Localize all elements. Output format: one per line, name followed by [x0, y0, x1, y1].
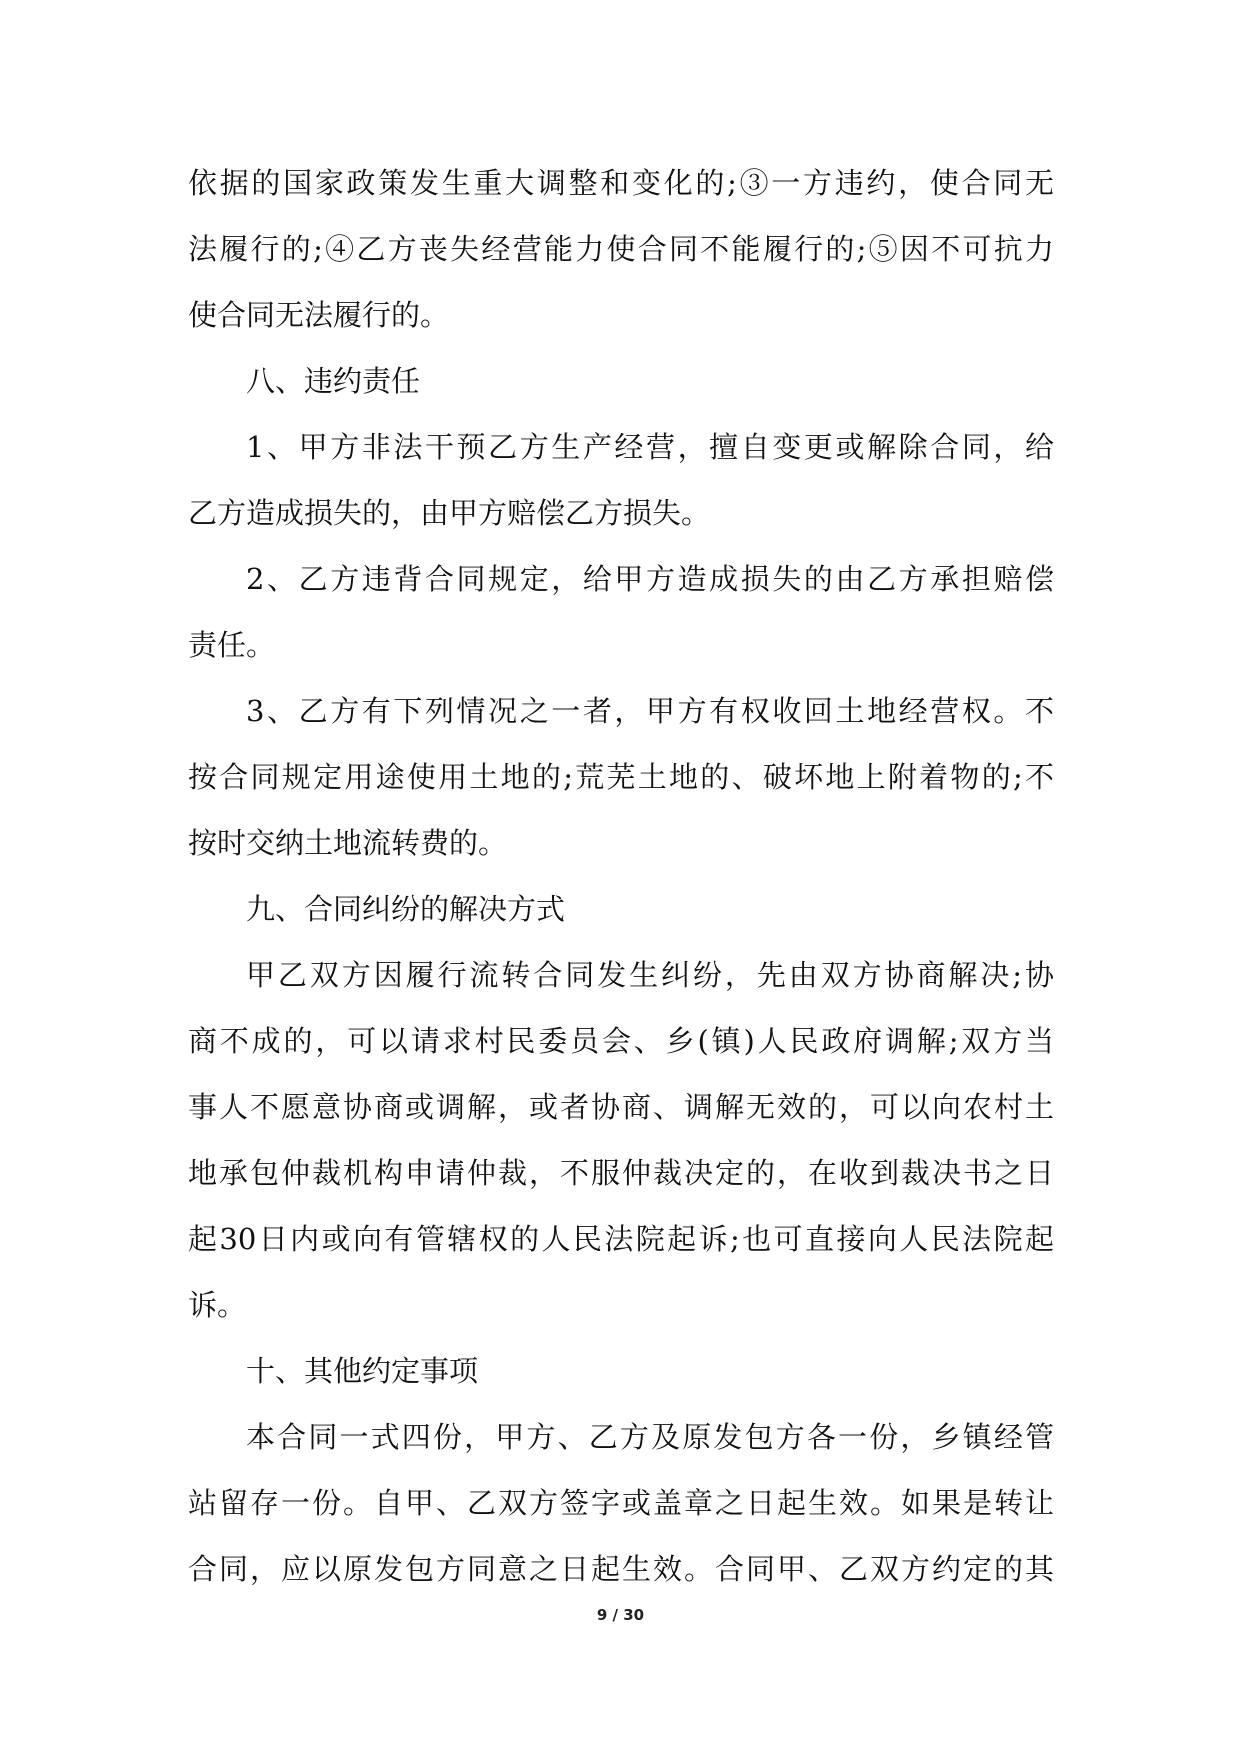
text-line: 责任。 — [188, 628, 276, 662]
text-line: 按时交纳土地流转费的。 — [188, 826, 508, 860]
text-line: 诉。 — [188, 1288, 247, 1322]
text-line: 使合同无法履行的。 — [188, 298, 450, 332]
text-line: 2、乙方违背合同规定，给甲方造成损失的由乙方承担赔偿 — [246, 562, 1054, 596]
text-line: 依据的国家政策发生重大调整和变化的;③一方违约，使合同无 — [188, 166, 1054, 200]
text-line: 法履行的;④乙方丧失经营能力使合同不能履行的;⑤因不可抗力 — [188, 232, 1054, 266]
text-line: 九、合同纠纷的解决方式 — [246, 892, 566, 926]
text-line: 合同，应以原发包方同意之日起生效。合同甲、乙双方约定的其 — [188, 1552, 1054, 1586]
text-line: 事人不愿意协商或调解，或者协商、调解无效的，可以向农村土 — [188, 1090, 1054, 1124]
text-line: 甲乙双方因履行流转合同发生纠纷，先由双方协商解决;协 — [246, 958, 1054, 992]
text-line: 地承包仲裁机构申请仲裁，不服仲裁决定的，在收到裁决书之日 — [188, 1156, 1054, 1190]
text-line: 按合同规定用途使用土地的;荒芜土地的、破坏地上附着物的;不 — [188, 760, 1054, 794]
page-number: 9 / 30 — [596, 1606, 645, 1624]
text-line: 3、乙方有下列情况之一者，甲方有权收回土地经营权。不 — [246, 694, 1054, 728]
text-line: 起30日内或向有管辖权的人民法院起诉;也可直接向人民法院起 — [188, 1222, 1054, 1256]
document-body — [188, 150, 1054, 1602]
text-line: 站留存一份。自甲、乙双方签字或盖章之日起生效。如果是转让 — [188, 1486, 1054, 1520]
text-line: 八、违约责任 — [246, 364, 421, 398]
text-line: 乙方造成损失的，由甲方赔偿乙方损失。 — [188, 496, 711, 530]
text-line: 商不成的，可以请求村民委员会、乡(镇)人民政府调解;双方当 — [188, 1024, 1054, 1058]
text-line: 本合同一式四份，甲方、乙方及原发包方各一份，乡镇经管 — [246, 1420, 1054, 1454]
text-line: 1、甲方非法干预乙方生产经营，擅自变更或解除合同，给 — [246, 430, 1054, 464]
text-line: 十、其他约定事项 — [246, 1354, 479, 1388]
